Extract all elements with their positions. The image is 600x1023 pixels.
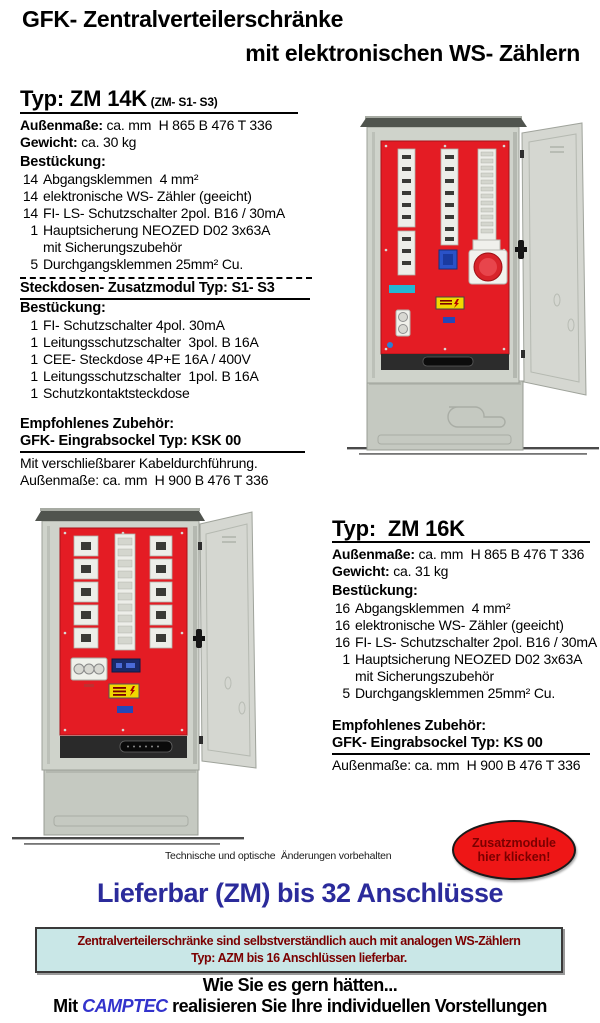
fitting-item: 16 Abgangsklemmen 4 mm² (334, 600, 511, 616)
zm14k-dimensions: Außenmaße: ca. mm H 865 B 476 T 336 (20, 117, 273, 133)
equipment-panel (60, 528, 187, 735)
module-item: 1 Schutzkontaktsteckdose (30, 385, 190, 401)
fitting-item: 14 Abgangsklemmen 4 mm² (22, 171, 199, 187)
zm14k-weight: Gewicht: ca. 30 kg (20, 134, 137, 150)
module-item: 1 Leitungsschutzschalter 1pol. B 16A (30, 368, 259, 384)
cee-socket (469, 250, 507, 284)
fitting-item: 16 FI- LS- Schutzschalter 2pol. B16 / 30mA (334, 634, 597, 650)
cable-compartment (60, 736, 187, 758)
terminal-strip (115, 534, 135, 650)
warning-label (109, 684, 139, 698)
zm16k-dimensions: Außenmaße: ca. mm H 865 B 476 T 336 (332, 546, 585, 562)
fitting-item: 14 elektronische WS- Zähler (geeicht) (22, 188, 252, 204)
zm14k-accessory-title: GFK- Eingrabsockel Typ: KSK 00 (20, 433, 305, 453)
zm16k-spec-panel (332, 516, 600, 774)
breaker-column-left (398, 149, 415, 275)
dashed-divider (20, 277, 312, 279)
page-title-line1: GFK- Zentralverteilerschränke (22, 6, 344, 32)
fitting-item: 1 Hauptsicherung NEOZED D02 3x63A (30, 222, 271, 238)
fitting-item: mit Sicherungszubehör (355, 668, 494, 684)
zusatzmodule-button-line1: Zusatzmodule (471, 836, 557, 850)
cabinet-photo-zm14k (345, 110, 600, 460)
breaker-column-right (150, 536, 172, 648)
cabinet-top-cap (360, 116, 527, 127)
cabinet-door (193, 512, 256, 768)
zm14k-module-title: Steckdosen- Zusatzmodul Typ: S1- S3 (20, 280, 310, 300)
fitting-item: 5 Durchgangsklemmen 25mm² Cu. (30, 256, 244, 272)
fitting-item: mit Sicherungszubehör (43, 239, 182, 255)
zm14k-accessory-desc: Mit verschließbarer Kabeldurchführung. (20, 455, 258, 471)
zm14k-module-fitting-label: Bestückung: (20, 300, 106, 316)
module-item: 1 CEE- Steckdose 4P+E 16A / 400V (30, 351, 251, 367)
zm14k-type-title (20, 86, 298, 114)
cabinet-photo-zm16k (8, 498, 338, 853)
zm14k-accessory-dims: Außenmaße: ca. mm H 900 B 476 T 336 (20, 472, 269, 488)
zm16k-fitting-label: Bestückung: (332, 583, 418, 599)
schuko-outlet (396, 310, 410, 336)
warning-label (436, 297, 464, 309)
analog-meters-infobox (35, 927, 563, 973)
page-title-line2: mit elektronischen WS- Zählern (245, 40, 580, 66)
cyan-label (389, 285, 415, 293)
ground-line (12, 837, 244, 845)
zm14k-accessory-label: Empfohlenes Zubehör: (20, 416, 174, 432)
fitting-item: 14 FI- LS- Schutzschalter 2pol. B16 / 30mA (22, 205, 285, 221)
zusatzmodule-button[interactable] (452, 820, 576, 880)
zm14k-type-suffix: (ZM- S1- S3) (150, 95, 218, 109)
fitting-item: 16 elektronische WS- Zähler (geeicht) (334, 617, 564, 633)
equipment-panel (381, 141, 509, 354)
breaker-column-middle (441, 149, 458, 245)
cabinet-base (367, 381, 523, 450)
camptec-brand: CAMPTEC (82, 996, 168, 1016)
zm14k-type-name: Typ: ZM 14K (20, 86, 147, 111)
zm16k-accessory-dims: Außenmaße: ca. mm H 900 B 476 T 336 (332, 757, 581, 773)
zm16k-fitting-list (332, 600, 600, 702)
fitting-item: 5 Durchgangsklemmen 25mm² Cu. (342, 685, 556, 701)
zm14k-spec-panel (20, 86, 335, 489)
blue-gland (387, 342, 393, 348)
zm16k-type-title (332, 516, 590, 543)
zm16k-type-name: Typ: ZM 16K (332, 516, 465, 541)
zm14k-module-list (20, 317, 335, 402)
blue-label (117, 706, 133, 713)
zm16k-weight: Gewicht: ca. 31 kg (332, 563, 449, 579)
closing-slogan-line2: Mit CAMPTEC realisieren Sie Ihre individuellen Vorstellungen (53, 996, 547, 1016)
zusatzmodule-button-line2: hier klicken! (477, 850, 551, 864)
zm16k-accessory-label: Empfohlenes Zubehör: (332, 718, 486, 734)
closing-slogan-line1: Wie Sie es gern hätten... (202, 975, 398, 995)
breaker-column-left (74, 536, 98, 648)
zm14k-fitting-list (20, 171, 335, 273)
availability-headline: Lieferbar (ZM) bis 32 Anschlüsse (96, 878, 504, 908)
blue-display (112, 659, 140, 672)
infobox-line1: Zentralverteilerschränke sind selbstverständlich auch mit analogen WS-Zählern (77, 934, 521, 948)
cabinet-top-cap (35, 508, 205, 521)
cabinet-base (44, 769, 198, 835)
fitting-item: 1 Hauptsicherung NEOZED D02 3x63A (342, 651, 583, 667)
cable-compartment (381, 354, 509, 370)
infobox-line2: Typ: AZM bis 16 Anschlüssen lieferbar. (191, 951, 407, 965)
zm16k-accessory-title: GFK- Eingrabsockel Typ: KS 00 (332, 735, 590, 755)
module-item: 1 FI- Schutzschalter 4pol. 30mA (30, 317, 225, 333)
cabinet-door (515, 123, 586, 395)
blue-label (443, 317, 455, 323)
disclaimer-text: Technische und optische Änderungen vorbehalten (165, 850, 392, 862)
module-item: 1 Leitungsschutzschalter 3pol. B 16A (30, 334, 259, 350)
blue-socket (439, 250, 457, 269)
zm14k-fitting-label: Bestückung: (20, 154, 106, 170)
